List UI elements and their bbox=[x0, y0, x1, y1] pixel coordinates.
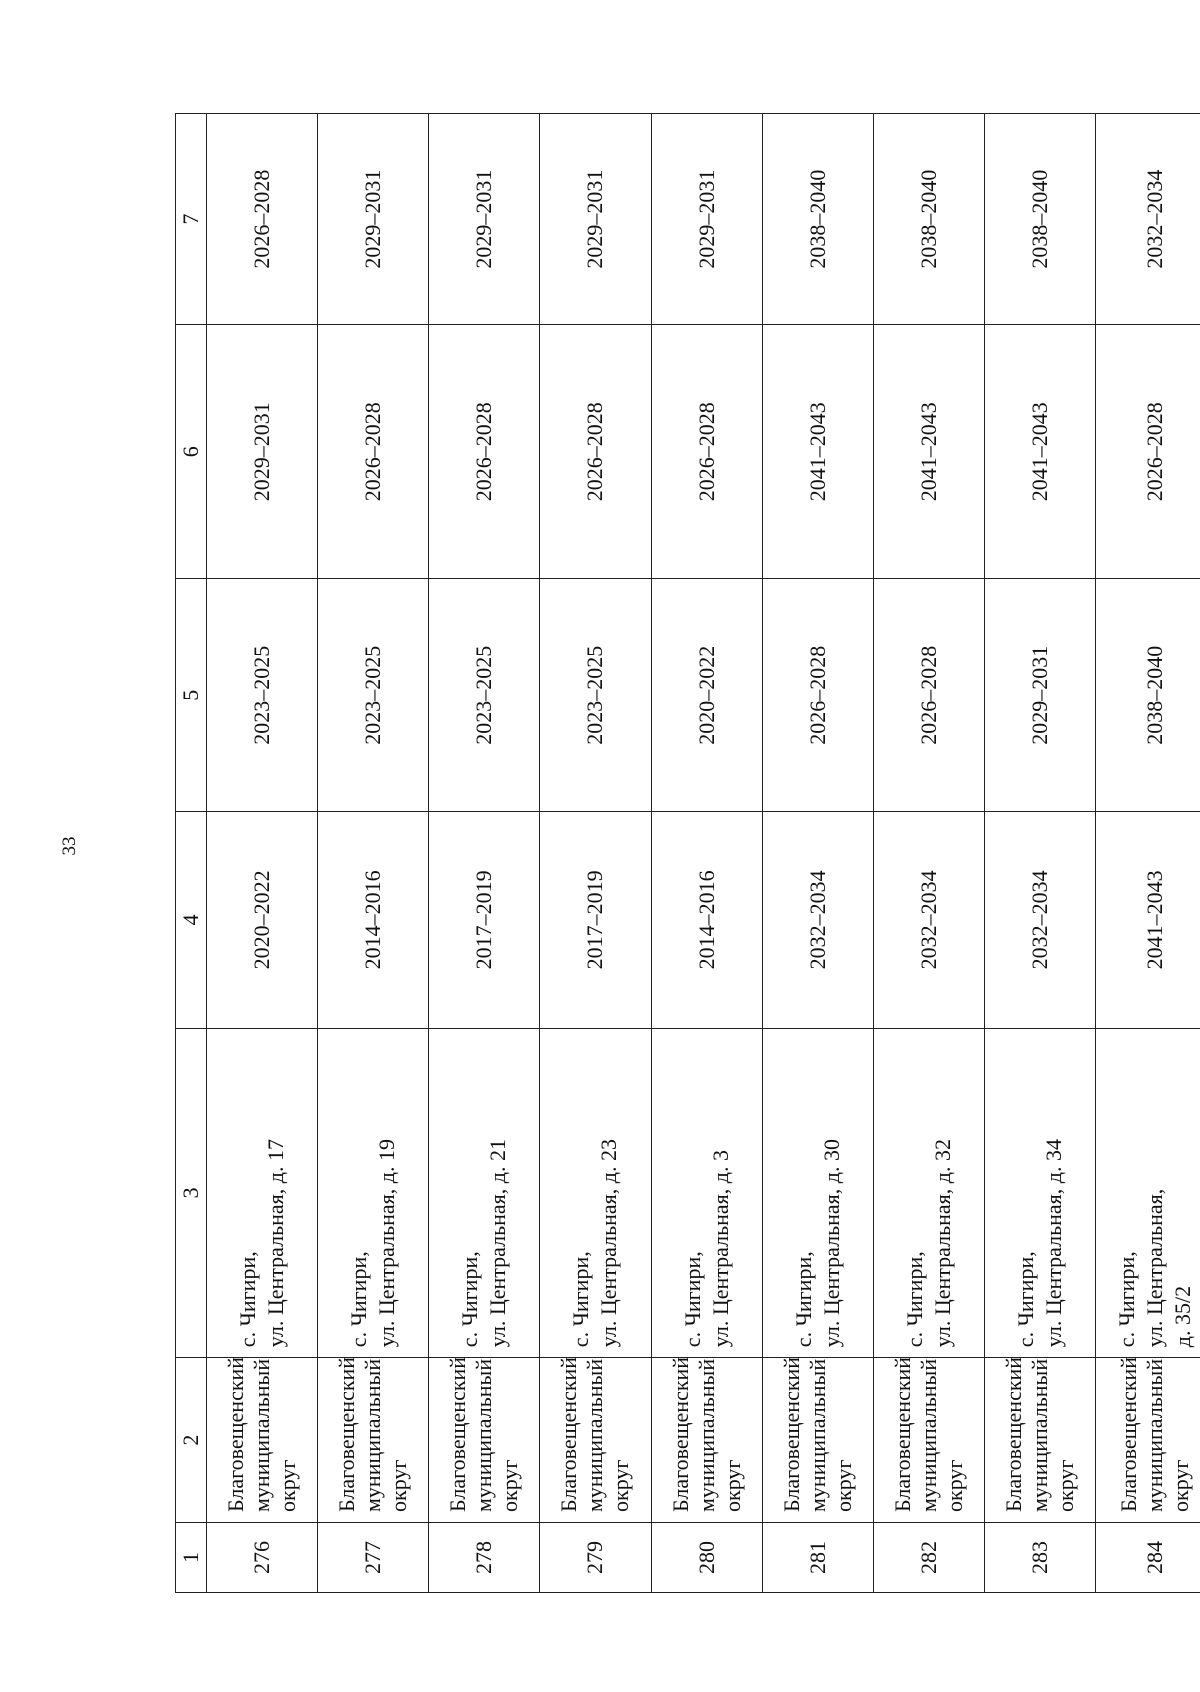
table-header-row bbox=[176, 114, 207, 1593]
district-line: муниципальный bbox=[1142, 1358, 1168, 1512]
district-cell bbox=[651, 1358, 762, 1523]
district-line: Благовещенский bbox=[1116, 1356, 1142, 1512]
row-number-cell: 284 bbox=[1096, 1522, 1200, 1592]
address-cell bbox=[318, 1028, 429, 1358]
district-line: Благовещенский bbox=[223, 1356, 249, 1512]
address-cell bbox=[1096, 1028, 1200, 1358]
period-cell-c4: 2032–2034 bbox=[762, 812, 873, 1029]
period-cell-c5: 2023–2025 bbox=[318, 579, 429, 812]
district-cell bbox=[762, 1358, 873, 1523]
district-line: Благовещенский bbox=[1001, 1356, 1027, 1512]
district-line: муниципальный bbox=[360, 1358, 386, 1512]
row-number-cell: 276 bbox=[207, 1522, 318, 1592]
row-number-cell: 283 bbox=[984, 1522, 1095, 1592]
address-cell bbox=[984, 1028, 1095, 1358]
period-cell-c7: 2038–2040 bbox=[873, 114, 984, 325]
address-line: с. Чигири, bbox=[235, 1251, 261, 1348]
table-row bbox=[651, 114, 762, 1593]
period-cell-c6: 2026–2028 bbox=[651, 325, 762, 579]
address-line: ул. Центральная, д. 34 bbox=[1041, 1139, 1067, 1348]
period-cell-c6: 2041–2043 bbox=[762, 325, 873, 579]
address-line: ул. Центральная, д. 3 bbox=[707, 1150, 733, 1348]
period-cell-c6: 2041–2043 bbox=[873, 325, 984, 579]
rotated-table-frame bbox=[175, 113, 1200, 1593]
header-col-7: 7 bbox=[176, 114, 207, 325]
table-body bbox=[207, 114, 1200, 1593]
district-line: муниципальный bbox=[693, 1358, 719, 1512]
district-line: округ bbox=[830, 1459, 856, 1512]
header-col-3: 3 bbox=[176, 1028, 207, 1358]
district-line: округ bbox=[941, 1459, 967, 1512]
buildings-schedule-table bbox=[175, 113, 1200, 1593]
district-line: Благовещенский bbox=[889, 1356, 915, 1512]
period-cell-c5: 2023–2025 bbox=[429, 579, 540, 812]
district-line: Благовещенский bbox=[445, 1356, 471, 1512]
district-line: Благовещенский bbox=[778, 1356, 804, 1512]
district-line: муниципальный bbox=[471, 1358, 497, 1512]
district-line: Благовещенский bbox=[334, 1356, 360, 1512]
period-cell-c4: 2032–2034 bbox=[873, 812, 984, 1029]
period-cell-c4: 2014–2016 bbox=[651, 812, 762, 1029]
district-line: муниципальный bbox=[582, 1358, 608, 1512]
document-table-container bbox=[175, 113, 1200, 1593]
district-cell bbox=[207, 1358, 318, 1523]
row-number-cell: 280 bbox=[651, 1522, 762, 1592]
period-cell-c7: 2038–2040 bbox=[762, 114, 873, 325]
period-cell-c5: 2026–2028 bbox=[762, 579, 873, 812]
period-cell-c7: 2029–2031 bbox=[540, 114, 651, 325]
district-cell bbox=[318, 1358, 429, 1523]
address-line: ул. Центральная, д. 17 bbox=[263, 1139, 289, 1348]
period-cell-c5: 2029–2031 bbox=[984, 579, 1095, 812]
period-cell-c4: 2041–2043 bbox=[1096, 812, 1200, 1029]
address-line: д. 35/2 bbox=[1170, 1285, 1196, 1348]
district-line: округ bbox=[1053, 1459, 1079, 1512]
table-row bbox=[207, 114, 318, 1593]
district-cell bbox=[540, 1358, 651, 1523]
row-number-cell: 277 bbox=[318, 1522, 429, 1592]
period-cell-c7: 2038–2040 bbox=[984, 114, 1095, 325]
table-row bbox=[1096, 114, 1200, 1593]
district-cell bbox=[429, 1358, 540, 1523]
address-line: ул. Центральная, д. 23 bbox=[596, 1139, 622, 1348]
period-cell-c4: 2017–2019 bbox=[540, 812, 651, 1029]
table-row bbox=[762, 114, 873, 1593]
page-number: 33 bbox=[59, 836, 80, 856]
row-number-cell: 281 bbox=[762, 1522, 873, 1592]
district-line: муниципальный bbox=[1027, 1358, 1053, 1512]
period-cell-c7: 2029–2031 bbox=[429, 114, 540, 325]
period-cell-c6: 2026–2028 bbox=[540, 325, 651, 579]
header-col-2: 2 bbox=[176, 1358, 207, 1523]
district-line: округ bbox=[497, 1459, 523, 1512]
district-line: округ bbox=[1168, 1459, 1194, 1512]
district-cell bbox=[1096, 1358, 1200, 1523]
period-cell-c4: 2014–2016 bbox=[318, 812, 429, 1029]
table-row bbox=[873, 114, 984, 1593]
period-cell-c4: 2017–2019 bbox=[429, 812, 540, 1029]
address-line: с. Чигири, bbox=[1114, 1251, 1140, 1348]
address-line: ул. Центральная, д. 32 bbox=[929, 1139, 955, 1348]
address-line: ул. Центральная, bbox=[1142, 1188, 1168, 1348]
row-number-cell: 279 bbox=[540, 1522, 651, 1592]
period-cell-c7: 2029–2031 bbox=[318, 114, 429, 325]
address-cell bbox=[873, 1028, 984, 1358]
district-cell bbox=[873, 1358, 984, 1523]
district-line: Благовещенский bbox=[556, 1356, 582, 1512]
period-cell-c6: 2026–2028 bbox=[318, 325, 429, 579]
period-cell-c4: 2032–2034 bbox=[984, 812, 1095, 1029]
period-cell-c7: 2032–2034 bbox=[1096, 114, 1200, 325]
header-col-5: 5 bbox=[176, 579, 207, 812]
address-line: ул. Центральная, д. 30 bbox=[818, 1139, 844, 1348]
header-col-6: 6 bbox=[176, 325, 207, 579]
district-line: муниципальный bbox=[804, 1358, 830, 1512]
period-cell-c4: 2020–2022 bbox=[207, 812, 318, 1029]
address-cell bbox=[207, 1028, 318, 1358]
header-col-1: 1 bbox=[176, 1522, 207, 1592]
address-line: ул. Центральная, д. 19 bbox=[374, 1139, 400, 1348]
address-line: с. Чигири, bbox=[1013, 1251, 1039, 1348]
address-line: с. Чигири, bbox=[457, 1251, 483, 1348]
address-cell bbox=[762, 1028, 873, 1358]
period-cell-c5: 2026–2028 bbox=[873, 579, 984, 812]
period-cell-c5: 2023–2025 bbox=[207, 579, 318, 812]
address-cell bbox=[540, 1028, 651, 1358]
period-cell-c6: 2026–2028 bbox=[429, 325, 540, 579]
address-line: с. Чигири, bbox=[346, 1251, 372, 1348]
period-cell-c6: 2029–2031 bbox=[207, 325, 318, 579]
address-line: с. Чигири, bbox=[568, 1251, 594, 1348]
row-number-cell: 282 bbox=[873, 1522, 984, 1592]
address-line: с. Чигири, bbox=[679, 1251, 705, 1348]
district-line: округ bbox=[386, 1459, 412, 1512]
address-cell bbox=[429, 1028, 540, 1358]
district-line: округ bbox=[608, 1459, 634, 1512]
table-row bbox=[984, 114, 1095, 1593]
table-row bbox=[540, 114, 651, 1593]
district-line: муниципальный bbox=[915, 1358, 941, 1512]
district-cell bbox=[984, 1358, 1095, 1523]
period-cell-c5: 2020–2022 bbox=[651, 579, 762, 812]
address-line: ул. Центральная, д. 21 bbox=[485, 1139, 511, 1348]
period-cell-c6: 2041–2043 bbox=[984, 325, 1095, 579]
table-row bbox=[318, 114, 429, 1593]
district-line: Благовещенский bbox=[667, 1356, 693, 1512]
address-line: с. Чигири, bbox=[901, 1251, 927, 1348]
period-cell-c6: 2026–2028 bbox=[1096, 325, 1200, 579]
address-cell bbox=[651, 1028, 762, 1358]
period-cell-c5: 2038–2040 bbox=[1096, 579, 1200, 812]
row-number-cell: 278 bbox=[429, 1522, 540, 1592]
district-line: округ bbox=[719, 1459, 745, 1512]
period-cell-c5: 2023–2025 bbox=[540, 579, 651, 812]
period-cell-c7: 2026–2028 bbox=[207, 114, 318, 325]
address-line: с. Чигири, bbox=[790, 1251, 816, 1348]
header-col-4: 4 bbox=[176, 812, 207, 1029]
table-row bbox=[429, 114, 540, 1593]
district-line: муниципальный bbox=[249, 1358, 275, 1512]
district-line: округ bbox=[275, 1459, 301, 1512]
period-cell-c7: 2029–2031 bbox=[651, 114, 762, 325]
